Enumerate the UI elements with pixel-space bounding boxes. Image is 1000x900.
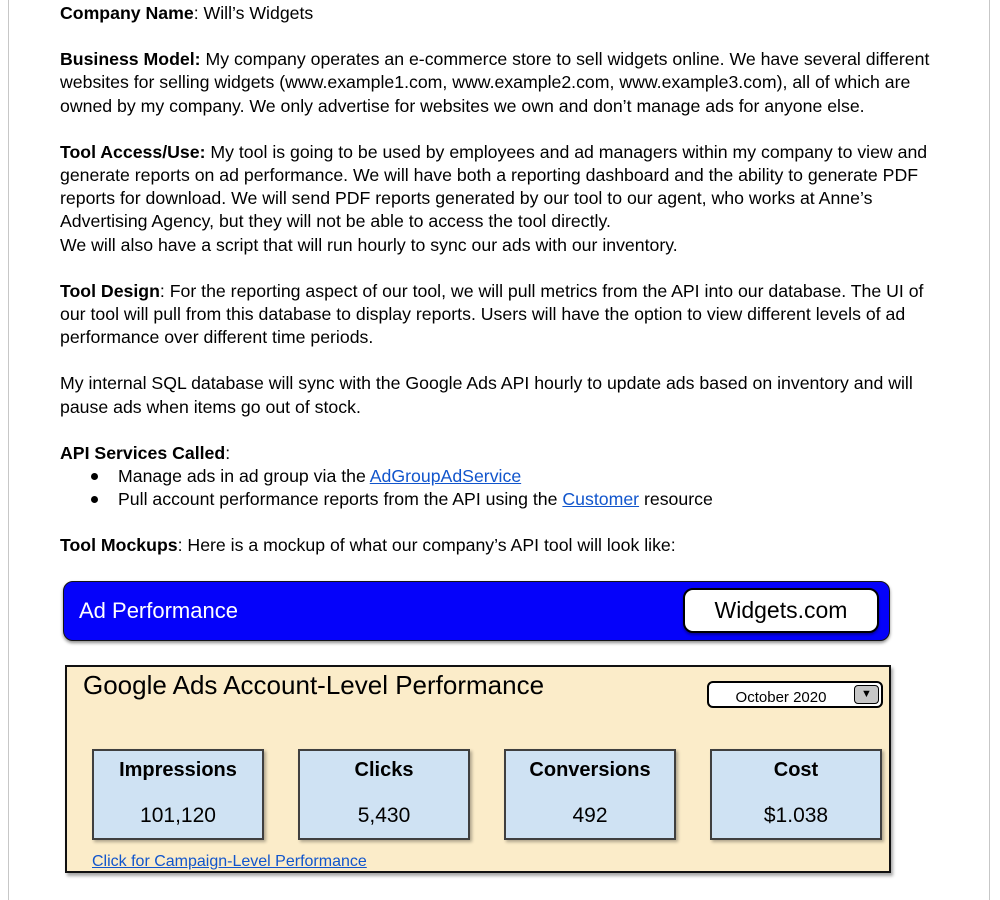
bullet-text: Manage ads in ad group via the bbox=[118, 466, 370, 487]
adgroupadservice-link[interactable]: AdGroupAdService bbox=[369, 466, 522, 487]
sql-note-text: My internal SQL database will sync with the Google Ads API hourly to update ads based on inventory and will pause ads when items go out of stock. bbox=[60, 373, 913, 417]
bullet-text-post: resource bbox=[639, 489, 713, 510]
metric-card-cost bbox=[710, 749, 882, 840]
business-model-label: Business Model: bbox=[60, 49, 201, 70]
api-services-label: API Services Called bbox=[60, 442, 226, 463]
tool-mockups-label: Tool Mockups bbox=[60, 535, 178, 556]
company-name-value: : Will’s Widgets bbox=[193, 3, 314, 23]
company-name-label: Company Name bbox=[60, 3, 194, 23]
account-performance-panel bbox=[65, 665, 891, 873]
tool-access-text: My tool is going to be used by employees and ad managers within my company to view and generate reports on ad performance. We will have both a reporting dashboard and the ability to generate PDF reports for download. We will send PDF reports generated by our tool to our agent, who works at Anne’s Advertising Agency, but they will not be able to access the tool directly. bbox=[60, 141, 928, 232]
panel-title: Google Ads Account-Level Performance bbox=[83, 669, 545, 700]
tool-mockups-text: : Here is a mockup of what our company’s API tool will look like: bbox=[177, 535, 676, 556]
list-item bbox=[60, 465, 938, 488]
paragraph-tool-design bbox=[60, 280, 938, 350]
dropdown-arrow-button[interactable] bbox=[854, 685, 879, 704]
metric-card-clicks bbox=[298, 749, 470, 840]
paragraph-tool-mockups bbox=[60, 534, 938, 557]
paragraph-tool-access bbox=[60, 141, 938, 257]
tool-access-text-line2: We will also have a script that will run hourly to sync our ads with our inventory. bbox=[60, 234, 678, 255]
metric-value: 101,120 bbox=[140, 804, 216, 828]
date-range-dropdown[interactable] bbox=[707, 681, 883, 708]
paragraph-business-model bbox=[60, 48, 938, 118]
api-services-list bbox=[60, 465, 938, 511]
metric-value: 5,430 bbox=[357, 804, 411, 828]
tool-access-label: Tool Access/Use: bbox=[60, 141, 206, 162]
bullet-text: Pull account performance reports from the API using the bbox=[118, 489, 563, 510]
metric-value: 492 bbox=[572, 804, 608, 828]
paragraph-api-services bbox=[60, 442, 938, 465]
page-edge-line-left bbox=[8, 0, 9, 900]
mockup-header-title: Ad Performance bbox=[79, 598, 238, 624]
list-item bbox=[60, 488, 938, 511]
document-page bbox=[60, 2, 938, 873]
api-services-colon: : bbox=[225, 442, 231, 463]
metric-cards-row bbox=[92, 749, 882, 840]
metric-label: Cost bbox=[773, 758, 819, 781]
mockup-header-bar bbox=[63, 581, 890, 641]
chevron-down-icon: ▼ bbox=[861, 687, 872, 700]
tool-design-text: : For the reporting aspect of our tool, we will pull metrics from the API into our database. The UI of our tool will pull from this database to display reports. Users will have the option to view different levels of ad performance over different time periods. bbox=[60, 280, 924, 348]
metric-card-conversions bbox=[504, 749, 676, 840]
page-edge-line-right bbox=[989, 0, 990, 900]
business-model-text: My company operates an e-commerce store to sell widgets online. We have several different websites for selling widgets (www.example1.com, www.example2.com, www.example3.com), all of which are owned by my company. We only advertise for websites we own and don’t manage ads for anyone else. bbox=[60, 49, 930, 116]
metric-label: Impressions bbox=[119, 758, 237, 781]
metric-card-impressions bbox=[92, 749, 264, 840]
paragraph-company-name bbox=[60, 2, 938, 25]
date-range-value: October 2020 bbox=[735, 688, 827, 706]
campaign-level-performance-link[interactable]: Click for Campaign-Level Performance bbox=[92, 852, 367, 870]
tool-design-label: Tool Design bbox=[60, 280, 160, 301]
metric-label: Clicks bbox=[354, 758, 414, 781]
metric-label: Conversions bbox=[529, 758, 651, 781]
metric-value: $1.038 bbox=[763, 804, 829, 828]
widgets-site-button[interactable]: Widgets.com bbox=[683, 588, 879, 633]
customer-link[interactable]: Customer bbox=[562, 489, 640, 510]
paragraph-sql-note bbox=[60, 372, 938, 418]
